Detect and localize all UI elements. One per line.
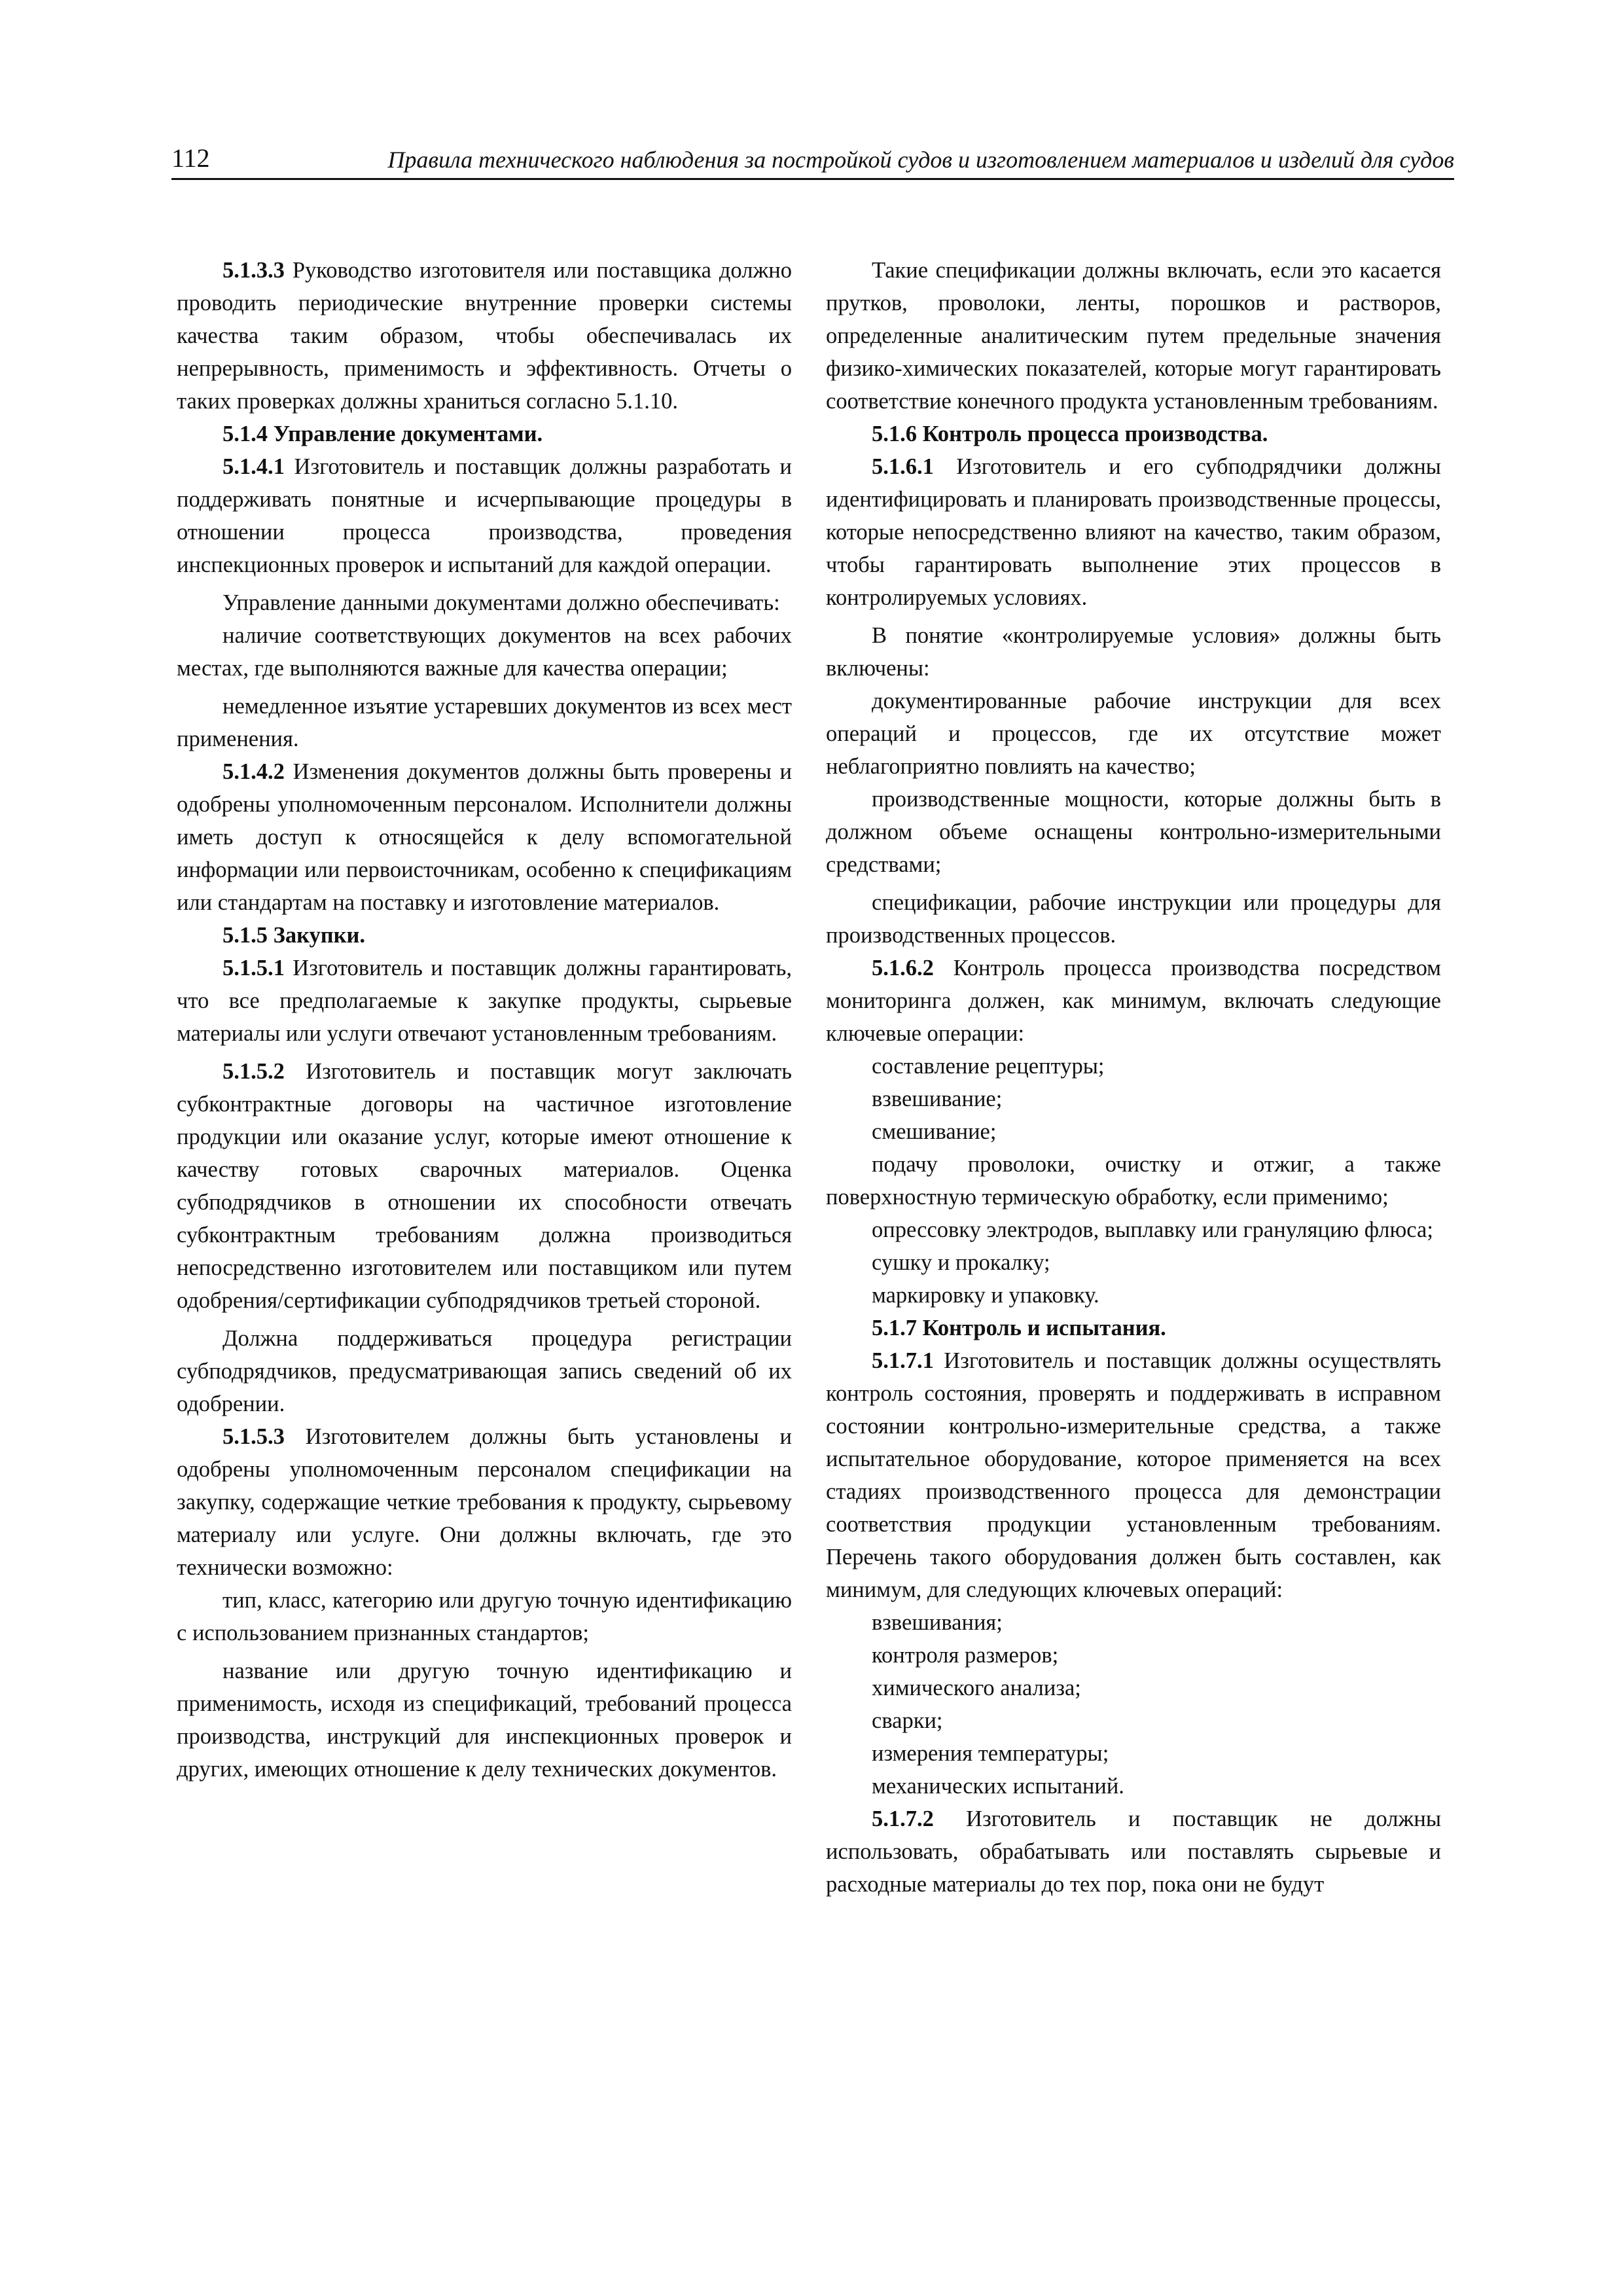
section-heading-5-1-4: 5.1.4 Управление документами. bbox=[223, 422, 543, 446]
clause-number: 5.1.5.2 bbox=[223, 1059, 285, 1084]
paragraph-5-1-7-1 bbox=[826, 1344, 1441, 1606]
paragraph-5-1-5-2 bbox=[177, 1055, 792, 1317]
list-item: производственные мощности, которые должны быть в должном объеме оснащены контрольно-измерительными средствами; bbox=[826, 787, 1441, 877]
paragraph-5-1-6-1 bbox=[826, 450, 1441, 614]
list-item: взвешивание; bbox=[872, 1086, 1003, 1111]
paragraph-text: Изготовитель и поставщик должны осуществлять контроль состояния, проверять и поддерживать в исправном состоянии контрольно-измерительные средства, а также испытательное оборудование, которое применяется на всех стадиях производственного процесса для демонстрации соответствия продукции установленным требованиям. Перечень такого оборудования должен быть составлен, как минимум, для следующих ключевых операций: bbox=[826, 1348, 1441, 1602]
list-item: измерения температуры; bbox=[872, 1741, 1109, 1766]
list-item: немедленное изъятие устаревших документов из всех мест применения. bbox=[177, 694, 792, 751]
paragraph-5-1-6-2 bbox=[826, 952, 1441, 1050]
clause-number: 5.1.5.3 bbox=[223, 1424, 285, 1449]
paragraph-text: Изготовитель и его субподрядчики должны идентифицировать и планировать производственные процессы, которые непосредственно влияют на качество, таким образом, чтобы гарантировать выполнение этих процессов в контролируемых условиях. bbox=[826, 454, 1441, 610]
paragraph-text: Контроль процесса производства посредством мониторинга должен, как минимум, включать следующие ключевые операции: bbox=[826, 956, 1441, 1046]
clause-number: 5.1.3.3 bbox=[223, 258, 285, 283]
clause-number: 5.1.7.2 bbox=[872, 1806, 934, 1831]
clause-number: 5.1.6.1 bbox=[872, 454, 934, 479]
paragraph-5-1-4-2 bbox=[177, 755, 792, 919]
list-item: сушку и прокалку; bbox=[872, 1250, 1050, 1275]
paragraph-text: В понятие «контролируемые условия» должны быть включены: bbox=[826, 623, 1441, 681]
list-item: смешивание; bbox=[872, 1119, 997, 1144]
clause-number: 5.1.6.2 bbox=[872, 956, 934, 980]
page-header bbox=[171, 139, 1454, 180]
clause-number: 5.1.4.1 bbox=[223, 454, 285, 479]
paragraph-text: Изготовитель и поставщик могут заключать субконтрактные договоры на частичное изготовление продукции или оказание услуг, которые имеют отношение к качеству готовых сварочных материалов. Оценка субподрядчиков в отношении их способности отвечать субконтрактным требованиям должна производиться непосредственно изготовителем или поставщиком или путем одобрения/сертификации субподрядчиков третьей стороной. bbox=[177, 1059, 792, 1313]
paragraph-text: Изготовитель и поставщик должны гарантировать, что все предполагаемые к закупке продукты, сырьевые материалы или услуги отвечают установленным требованиям. bbox=[177, 956, 792, 1046]
list-item: сварки; bbox=[872, 1708, 943, 1733]
paragraph-5-1-5-3 bbox=[177, 1420, 792, 1584]
list-item: документированные рабочие инструкции для всех операций и процессов, где их отсутствие может неблагоприятно повлиять на качество; bbox=[826, 689, 1441, 779]
clause-number: 5.1.5.1 bbox=[223, 956, 285, 980]
paragraph-text: Изготовитель и поставщик должны разработать и поддерживать понятные и исчерпывающие процедуры в отношении процесса производства, проведения инспекционных проверок и испытаний для каждой операции. bbox=[177, 454, 792, 577]
paragraph-5-1-5-1 bbox=[177, 952, 792, 1050]
list-item: название или другую точную идентификацию и применимость, исходя из спецификаций, требований процесса производства, инструкций для инспекционных проверок и других, имеющих отношение к делу технических документов. bbox=[177, 1659, 792, 1782]
running-title: Правила технического наблюдения за постройкой судов и изготовлением материалов и изделий для судов bbox=[387, 147, 1454, 173]
list-item: подачу проволоки, очистку и отжиг, а также поверхностную термическую обработку, если применимо; bbox=[826, 1152, 1441, 1210]
list-item: тип, класс, категорию или другую точную идентификацию с использованием признанных стандартов; bbox=[177, 1588, 792, 1645]
paragraph-5-1-4-1 bbox=[177, 450, 792, 581]
list-item: механических испытаний. bbox=[872, 1774, 1124, 1799]
paragraph-text: Должна поддерживаться процедура регистрации субподрядчиков, предусматривающая запись сведений об их одобрении. bbox=[177, 1326, 792, 1416]
list-item: составление рецептуры; bbox=[872, 1054, 1105, 1079]
list-item: наличие соответствующих документов на всех рабочих местах, где выполняются важные для качества операции; bbox=[177, 623, 792, 681]
list-item: спецификации, рабочие инструкции или процедуры для производственных процессов. bbox=[826, 890, 1441, 948]
right-column bbox=[826, 254, 1441, 1901]
paragraph-text: Изготовитель и поставщик не должны использовать, обрабатывать или поставлять сырьевые и расходные материалы до тех пор, пока они не будут bbox=[826, 1806, 1441, 1897]
clause-number: 5.1.7.1 bbox=[872, 1348, 934, 1373]
paragraph-text: Такие спецификации должны включать, если это касается прутков, проволоки, ленты, порошков и растворов, определенные аналитическим путем предельные значения физико-химических показателей, которые могут гарантировать соответствие конечного продукта установленным требованиям. bbox=[826, 258, 1441, 414]
paragraph-5-1-7-2 bbox=[826, 1803, 1441, 1901]
paragraph-text: Изготовителем должны быть установлены и одобрены уполномоченным персоналом спецификации на закупку, содержащие четкие требования к продукту, сырьевому материалу или услуге. Они должны включать, где это технически возможно: bbox=[177, 1424, 792, 1580]
section-heading-5-1-6: 5.1.6 Контроль процесса производства. bbox=[872, 422, 1268, 446]
section-heading-5-1-7: 5.1.7 Контроль и испытания. bbox=[872, 1316, 1166, 1340]
paragraph-text: Изменения документов должны быть проверены и одобрены уполномоченным персоналом. Исполнители должны иметь доступ к относящейся к делу вспомогательной информации или первоисточникам, особенно к спецификациям или стандартам на поставку и изготовление материалов. bbox=[177, 759, 792, 915]
paragraph-text: Управление данными документами должно обеспечивать: bbox=[223, 590, 780, 615]
paragraph-5-1-3-3 bbox=[177, 254, 792, 418]
left-column bbox=[177, 254, 792, 1785]
list-item: взвешивания; bbox=[872, 1610, 1003, 1635]
section-heading-5-1-5: 5.1.5 Закупки. bbox=[223, 923, 365, 948]
list-item: опрессовку электродов, выплавку или грануляцию флюса; bbox=[872, 1217, 1433, 1242]
list-item: контроля размеров; bbox=[872, 1643, 1059, 1668]
list-item: химического анализа; bbox=[872, 1676, 1081, 1700]
list-item: маркировку и упаковку. bbox=[872, 1283, 1099, 1308]
paragraph-text: Руководство изготовителя или поставщика должно проводить периодические внутренние проверки системы качества таким образом, чтобы обеспечивалась их непрерывность, применимость и эффективность. Отчеты о таких проверках должны храниться согласно 5.1.10. bbox=[177, 258, 792, 414]
page-number: 112 bbox=[171, 143, 210, 173]
clause-number: 5.1.4.2 bbox=[223, 759, 285, 784]
